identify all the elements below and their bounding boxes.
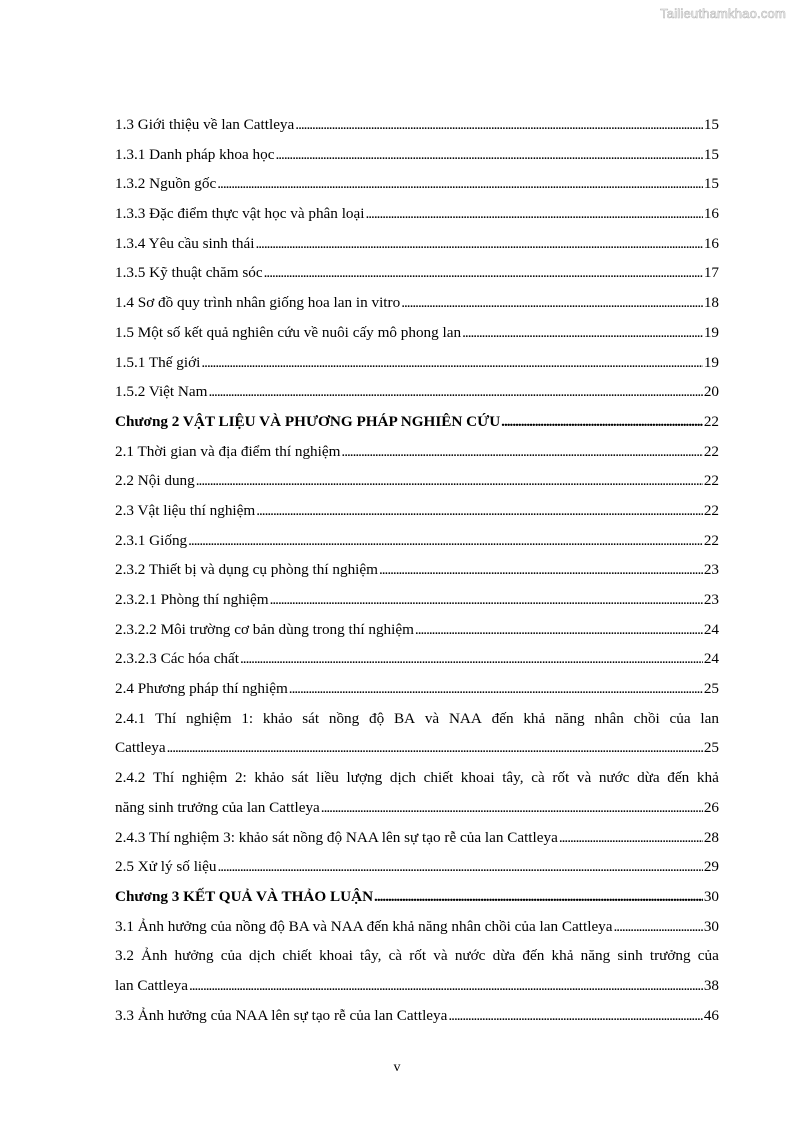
toc-entry-page: 22 (703, 472, 719, 490)
toc-leader-dots (374, 882, 703, 912)
toc-entry-title: 2.3.2.1 Phòng thí nghiệm (115, 591, 269, 608)
toc-entry[interactable] (115, 229, 719, 259)
toc-entry[interactable] (115, 110, 719, 140)
toc-entry-line: 2.4.1 Thí nghiệm 1: khảo sát nồng độ BA và NAA đến khả năng nhân chồi của lan (115, 709, 719, 727)
toc-entry-title: 1.5.1 Thế giới (115, 353, 201, 371)
toc-entry[interactable] (115, 526, 719, 556)
toc-entry[interactable] (115, 258, 719, 288)
toc-entry-page: 20 (703, 383, 719, 401)
toc-entry-title: 1.3.4 Yêu cầu sinh thái (115, 234, 255, 252)
toc-entry-title: 1.3.1 Danh pháp khoa học (115, 145, 275, 163)
toc-entry-title: 1.4 Sơ đồ quy trình nhân giống hoa lan in vitro (115, 294, 401, 312)
toc-entry-page: 23 (703, 561, 719, 579)
toc-entry[interactable] (115, 793, 719, 823)
toc-entry-page: 18 (703, 294, 719, 312)
toc-leader-dots (208, 377, 702, 407)
toc-entry-page: 19 (703, 353, 719, 371)
toc-leader-dots (255, 229, 702, 259)
toc-entry[interactable] (115, 644, 719, 674)
toc-leader-dots (264, 258, 703, 288)
toc-entry[interactable] (115, 882, 719, 912)
toc-entry[interactable] (115, 585, 719, 615)
toc-entry[interactable] (115, 288, 719, 318)
toc-entry-title: Chương 3 KẾT QUẢ VÀ THẢO LUẬN (115, 887, 374, 905)
toc-entry[interactable] (115, 377, 719, 407)
toc-entry-page: 24 (703, 620, 719, 638)
toc-entry[interactable] (115, 615, 719, 645)
toc-entry[interactable] (115, 169, 719, 199)
toc-entry-title: 2.3 Vật liệu thí nghiệm (115, 501, 256, 519)
toc-leader-dots (240, 644, 703, 674)
toc-entry-page: 15 (703, 175, 719, 193)
toc-entry[interactable] (115, 466, 719, 496)
toc-entry-title: 2.2 Nội dung (115, 472, 195, 490)
toc-entry[interactable] (115, 823, 719, 853)
toc-entry[interactable] (115, 437, 719, 467)
toc-leader-dots (365, 199, 702, 229)
toc-entry[interactable] (115, 555, 719, 585)
toc-entry-title: 1.5 Một số kết quả nghiên cứu về nuôi cấy mô phong lan (115, 323, 462, 341)
toc-entry[interactable] (115, 674, 719, 704)
toc-entry[interactable] (115, 852, 719, 882)
toc-leader-dots (501, 407, 703, 437)
page-number: v (393, 1060, 401, 1075)
toc-entry[interactable] (115, 318, 719, 348)
toc-leader-dots (275, 140, 702, 170)
toc-entry-title: 2.3.1 Giống (115, 531, 188, 549)
toc-entry-title: 3.1 Ảnh hưởng của nồng độ BA và NAA đến khả năng nhân chồi của lan Cattleya (115, 917, 613, 935)
watermark: Tailieuthamkhao.com (660, 6, 786, 21)
toc-entry-page: 16 (703, 234, 719, 252)
toc-leader-dots (196, 466, 703, 496)
toc-entry[interactable] (115, 912, 719, 942)
toc-leader-dots (559, 823, 703, 853)
toc-leader-dots (289, 674, 703, 704)
toc-leader-dots (321, 793, 703, 823)
toc-entry-page: 23 (703, 591, 719, 608)
toc-entry[interactable] (115, 971, 719, 1001)
toc-entry-title: 2.1 Thời gian và địa điểm thí nghiệm (115, 442, 341, 460)
toc-entry-page: 29 (703, 858, 719, 876)
toc-leader-dots (379, 555, 703, 585)
toc-entry-title: 1.5.2 Việt Nam (115, 383, 208, 401)
toc-entry-page: 22 (703, 501, 719, 519)
toc-entry-title: 1.3.5 Kỹ thuật chăm sóc (115, 264, 263, 282)
toc-entry[interactable] (115, 733, 719, 763)
toc-entry-title: năng sinh trưởng của lan Cattleya (115, 798, 320, 816)
toc-leader-dots (401, 288, 703, 318)
toc-entry-page: 15 (703, 116, 719, 133)
toc-entry-title: 3.3 Ảnh hưởng của NAA lên sự tạo rễ của lan Cattleya (115, 1006, 448, 1024)
toc-leader-dots (295, 110, 703, 140)
table-of-contents (115, 110, 719, 1030)
toc-entry-title: 2.3.2.2 Môi trường cơ bản dùng trong thí nghiệm (115, 620, 414, 638)
toc-entry-page: 46 (703, 1006, 719, 1024)
toc-entry-page: 22 (703, 412, 719, 430)
toc-leader-dots (462, 318, 703, 348)
toc-entry-page: 26 (703, 798, 719, 816)
toc-leader-dots (448, 1001, 702, 1031)
toc-leader-dots (167, 733, 703, 763)
toc-entry-page: 30 (703, 917, 719, 935)
toc-entry-page: 25 (703, 739, 719, 757)
toc-entry-title: 1.3.2 Nguồn gốc (115, 175, 217, 193)
toc-entry-line: 2.4.2 Thí nghiệm 2: khảo sát liều lượng dịch chiết khoai tây, cà rốt và nước dừa đến khả (115, 769, 719, 787)
toc-entry-title: 2.3.2 Thiết bị và dụng cụ phòng thí nghiệm (115, 561, 378, 579)
toc-entry-page: 22 (703, 531, 719, 549)
toc-entry-title: Chương 2 VẬT LIỆU VÀ PHƯƠNG PHÁP NGHIÊN CỨU (115, 412, 501, 430)
toc-entry-title: 1.3.3 Đặc điểm thực vật học và phân loại (115, 205, 365, 223)
toc-leader-dots (415, 615, 703, 645)
toc-entry[interactable] (115, 1001, 719, 1031)
toc-entry-title: Cattleya (115, 739, 166, 757)
toc-entry[interactable] (115, 496, 719, 526)
toc-entry-page: 30 (703, 887, 719, 905)
toc-entry-page: 22 (703, 442, 719, 460)
toc-entry-title: 1.3 Giới thiệu về lan Cattleya (115, 116, 295, 133)
toc-leader-dots (614, 912, 703, 942)
toc-leader-dots (189, 971, 703, 1001)
toc-entry-title: 2.3.2.3 Các hóa chất (115, 650, 239, 668)
toc-entry-page: 38 (703, 976, 719, 994)
toc-entry-page: 28 (703, 828, 719, 846)
toc-entry-page: 17 (703, 264, 719, 282)
toc-entry-title: 2.4 Phương pháp thí nghiệm (115, 680, 288, 698)
toc-entry-title: 2.4.3 Thí nghiệm 3: khảo sát nồng độ NAA lên sự tạo rễ của lan Cattleya (115, 828, 558, 846)
toc-leader-dots (341, 437, 702, 467)
toc-entry-page: 19 (703, 323, 719, 341)
toc-entry-page: 15 (703, 145, 719, 163)
toc-leader-dots (188, 526, 703, 556)
toc-entry[interactable] (115, 348, 719, 378)
toc-entry-title: 2.5 Xử lý số liệu (115, 858, 217, 876)
toc-entry-page: 16 (703, 205, 719, 223)
toc-leader-dots (270, 585, 703, 615)
toc-entry[interactable] (115, 199, 719, 229)
toc-leader-dots (256, 496, 703, 526)
toc-entry-page: 24 (703, 650, 719, 668)
toc-entry-page: 25 (703, 680, 719, 698)
toc-leader-dots (217, 169, 703, 199)
toc-leader-dots (201, 348, 702, 378)
toc-entry-line: 3.2 Ảnh hưởng của dịch chiết khoai tây, cà rốt và nước dừa đến khả năng sinh trưởng của (115, 947, 719, 965)
toc-entry[interactable] (115, 407, 719, 437)
toc-entry[interactable] (115, 140, 719, 170)
toc-leader-dots (217, 852, 702, 882)
toc-entry-title: lan Cattleya (115, 976, 188, 994)
